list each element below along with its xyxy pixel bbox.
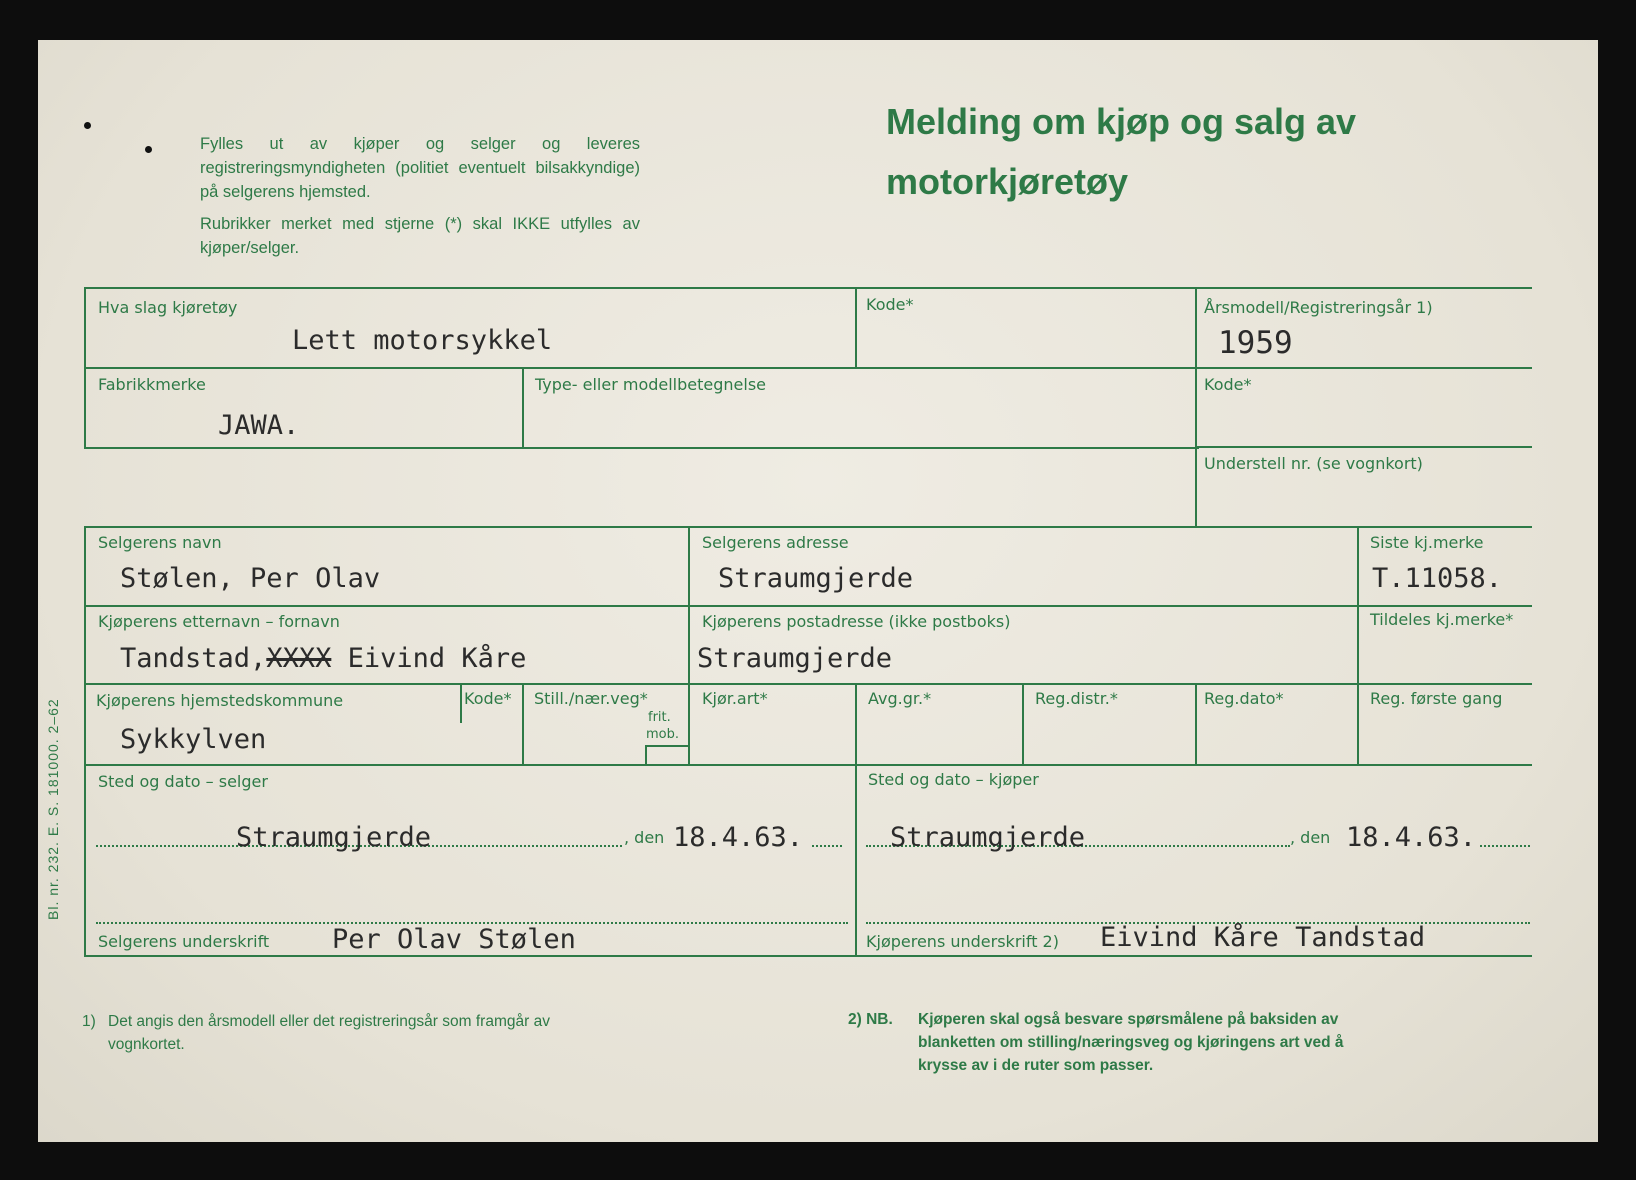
value-buyer-address[interactable]: Straumgjerde xyxy=(697,643,893,674)
footnote-1-number: 1) xyxy=(82,1013,96,1030)
label-make: Fabrikkmerke xyxy=(98,375,206,394)
label-den-seller: , den xyxy=(624,828,665,847)
value-seller-name[interactable]: Stølen, Per Olav xyxy=(120,563,381,594)
value-buyer-struck: XXXX xyxy=(266,643,332,674)
rule xyxy=(855,683,857,957)
label-code2: Kode* xyxy=(1204,375,1252,394)
label-assigned-plate: Tildeles kj.merke* xyxy=(1370,610,1514,629)
rule xyxy=(84,764,1532,766)
rule xyxy=(84,526,1532,528)
rule xyxy=(84,955,1532,957)
label-model-year: Årsmodell/Registreringsår 1) xyxy=(1204,298,1433,317)
label-free-mob-2: mob. xyxy=(646,727,680,742)
footnote-2-text: Kjøperen skal også besvare spørsmålene på baksiden av blanketten om stilling/næringsveg og kjøringens art ved å krysse av i de ruter som passer. xyxy=(918,1011,1344,1074)
footnote-1-text: Det angis den årsmodell eller det registreringsår som framgår av vognkortet. xyxy=(108,1013,550,1053)
value-seller-place[interactable]: Straumgjerde xyxy=(236,822,432,853)
value-buyer-last-name: Tandstad, xyxy=(120,643,267,674)
punch-mark xyxy=(145,146,152,153)
value-buyer-municipality[interactable]: Sykkylven xyxy=(120,724,267,755)
label-buyer-address: Kjøperens postadresse (ikke postboks) xyxy=(702,612,1011,631)
label-fee-group: Avg.gr.* xyxy=(868,689,932,708)
value-make[interactable]: JAWA. xyxy=(218,410,300,441)
rule xyxy=(1195,287,1197,527)
label-reg-date: Reg.dato* xyxy=(1204,689,1284,708)
rule xyxy=(645,745,647,766)
label-buyer-signature: Kjøperens underskrift 2) xyxy=(866,932,1059,951)
value-buyer-first-name: Eivind Kåre xyxy=(347,643,527,674)
label-seller-address: Selgerens adresse xyxy=(702,533,849,552)
rule xyxy=(522,683,524,766)
label-driving-type: Kjør.art* xyxy=(702,689,768,708)
instructions-para1: Fylles ut av kjøper og selger og leveres registreringsmyndigheten (politiet eventuelt bilsakkyndige) på selgerens hjemsted. xyxy=(200,135,640,201)
dotted-line xyxy=(1480,845,1530,847)
value-seller-address[interactable]: Straumgjerde xyxy=(718,563,914,594)
label-seller-name: Selgerens navn xyxy=(98,533,222,552)
value-seller-signature[interactable]: Per Olav Stølen xyxy=(332,924,576,955)
form-title-line2: motorkjøretøy xyxy=(886,161,1129,202)
label-code3: Kode* xyxy=(464,689,512,708)
rule xyxy=(1195,683,1197,766)
value-buyer-signature[interactable]: Eivind Kåre Tandstad xyxy=(1100,922,1426,953)
rule xyxy=(84,287,1532,289)
form-code-vertical: Bl. nr. 232. E. S. 181000. 2–62 xyxy=(45,698,61,920)
rule xyxy=(84,287,86,449)
rule xyxy=(84,447,1199,449)
rule xyxy=(84,367,1532,369)
label-vehicle-type: Hva slag kjøretøy xyxy=(98,298,238,317)
label-den-buyer: , den xyxy=(1290,828,1331,847)
value-buyer-name[interactable] xyxy=(120,643,526,674)
instructions-para2: Rubrikker merket med stjerne (*) skal IKKE utfylles av kjøper/selger. xyxy=(200,215,640,257)
form-title-line1: Melding om kjøp og salg av xyxy=(886,101,1357,142)
label-model: Type- eller modellbetegnelse xyxy=(535,375,766,394)
label-free-mob-1: frit. xyxy=(648,710,671,725)
rule xyxy=(688,526,690,766)
label-buyer-municipality: Kjøperens hjemstedskommune xyxy=(96,691,344,710)
value-vehicle-type[interactable]: Lett motorsykkel xyxy=(292,325,553,356)
label-occupation: Still./nær.veg* xyxy=(534,689,648,708)
label-first-reg: Reg. første gang xyxy=(1370,689,1503,708)
rule xyxy=(1197,446,1532,448)
rule xyxy=(522,367,524,449)
value-buyer-date[interactable]: 18.4.63. xyxy=(1346,822,1477,853)
rule xyxy=(645,745,689,747)
rule xyxy=(84,683,1532,685)
label-reg-district: Reg.distr.* xyxy=(1035,689,1118,708)
punch-mark xyxy=(84,122,91,129)
label-code: Kode* xyxy=(866,295,914,314)
rule xyxy=(84,526,86,957)
label-seller-signature: Selgerens underskrift xyxy=(98,932,270,951)
form-title xyxy=(886,92,1356,212)
label-last-plate: Siste kj.merke xyxy=(1370,533,1484,552)
rule xyxy=(460,683,462,723)
value-last-plate[interactable]: T.11058. xyxy=(1372,563,1503,594)
label-place-date-buyer: Sted og dato – kjøper xyxy=(868,770,1039,789)
footnote-2-number: 2) NB. xyxy=(848,1011,893,1028)
rule xyxy=(84,605,1532,607)
label-place-date-seller: Sted og dato – selger xyxy=(98,772,268,791)
label-chassis: Understell nr. (se vognkort) xyxy=(1204,454,1423,473)
rule xyxy=(1357,526,1359,766)
value-model-year[interactable]: 1959 xyxy=(1218,325,1293,361)
value-buyer-place[interactable]: Straumgjerde xyxy=(890,822,1086,853)
value-seller-date[interactable]: 18.4.63. xyxy=(673,822,804,853)
rule xyxy=(855,287,857,369)
rule xyxy=(1022,683,1024,766)
label-buyer-name: Kjøperens etternavn – fornavn xyxy=(98,612,340,631)
dotted-line xyxy=(812,845,842,847)
